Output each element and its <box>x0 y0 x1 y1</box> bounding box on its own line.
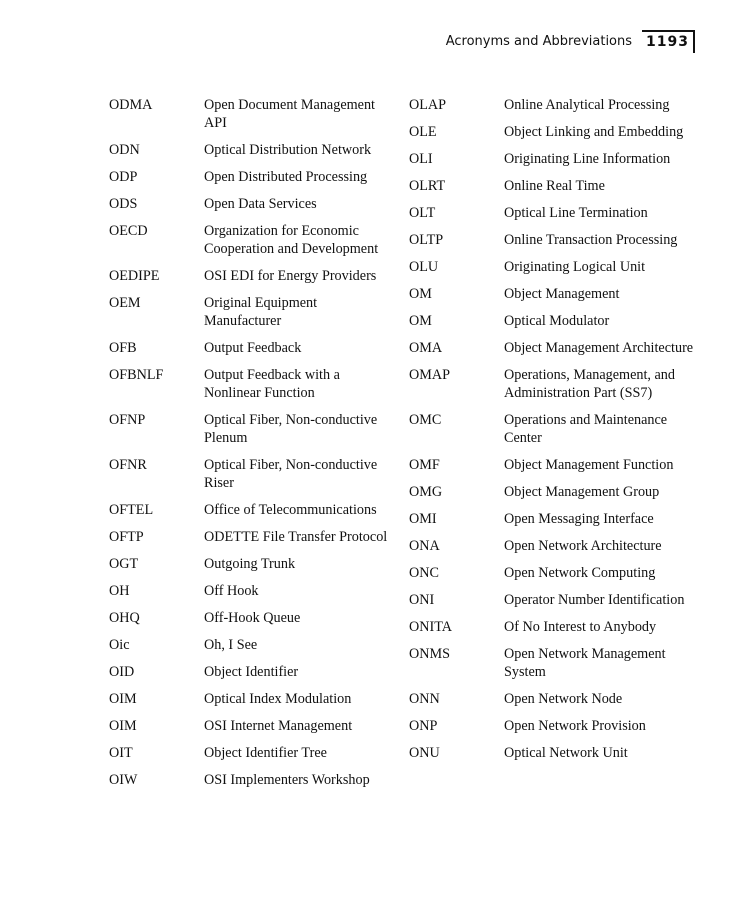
acronym: ONMS <box>409 646 450 662</box>
acronym: OLU <box>409 259 439 275</box>
glossary-entry <box>409 690 709 708</box>
acronym: Oic <box>109 637 130 653</box>
glossary-entry <box>409 483 709 501</box>
glossary-entry <box>409 717 709 735</box>
glossary-entry <box>409 312 709 330</box>
acronym: OH <box>109 583 130 599</box>
acronym: OIW <box>109 772 138 788</box>
acronym: OMG <box>409 484 443 500</box>
acronym: OFBNLF <box>109 367 164 383</box>
acronym: ONITA <box>409 619 452 635</box>
page-number: 1193 <box>642 30 695 53</box>
acronym-expansion: Off-Hook Queue <box>204 610 301 626</box>
glossary-entry <box>109 690 409 708</box>
acronym-expansion: Open Network Computing <box>504 565 656 581</box>
acronym: OECD <box>109 223 148 239</box>
glossary-entry <box>109 294 409 330</box>
acronym: OFTEL <box>109 502 154 518</box>
acronym-expansion: Object Management Architecture <box>504 340 694 356</box>
acronym: OMC <box>409 412 442 428</box>
acronym-expansion: Open Messaging Interface <box>504 511 654 527</box>
left-column <box>109 96 409 798</box>
right-column <box>409 96 709 771</box>
acronym: ONI <box>409 592 435 608</box>
acronym: OEM <box>109 295 141 311</box>
acronym-expansion: Operations, Management, and Administration Part (SS7) <box>504 367 675 401</box>
glossary-entry <box>409 564 709 582</box>
glossary-entry <box>409 285 709 303</box>
acronym: OLI <box>409 151 433 167</box>
glossary-entry <box>409 366 709 402</box>
glossary-entry <box>409 258 709 276</box>
glossary-entry <box>109 456 409 492</box>
glossary-entry <box>409 645 709 681</box>
glossary-entry <box>109 663 409 681</box>
acronym-expansion: Of No Interest to Anybody <box>504 619 657 635</box>
acronym-expansion: Optical Network Unit <box>504 745 628 761</box>
acronym-expansion: Object Identifier Tree <box>204 745 327 761</box>
glossary-entry <box>109 636 409 654</box>
acronym-expansion: Object Management Group <box>504 484 660 500</box>
acronym-expansion: Office of Telecommunications <box>204 502 377 518</box>
acronym-expansion: Originating Line Information <box>504 151 671 167</box>
acronym: OMA <box>409 340 443 356</box>
glossary-entry <box>109 195 409 213</box>
acronym: ODMA <box>109 97 153 113</box>
acronym-expansion: Output Feedback <box>204 340 302 356</box>
acronym: OIM <box>109 691 137 707</box>
glossary-entry <box>409 618 709 636</box>
running-title: Acronyms and Abbreviations <box>445 34 633 49</box>
acronym-expansion: OSI Implementers Workshop <box>204 772 370 788</box>
acronym-expansion: Optical Line Termination <box>504 205 648 221</box>
acronym-expansion: Off Hook <box>204 583 259 599</box>
acronym: OFB <box>109 340 137 356</box>
acronym-expansion: OSI Internet Management <box>204 718 353 734</box>
glossary-entry <box>109 582 409 600</box>
acronym-expansion: Online Analytical Processing <box>504 97 670 113</box>
acronym-expansion: Online Transaction Processing <box>504 232 678 248</box>
acronym: OLT <box>409 205 436 221</box>
acronym-expansion: Operator Number Identification <box>504 592 685 608</box>
glossary-entry <box>409 96 709 114</box>
acronym: OFTP <box>109 529 144 545</box>
acronym: ONA <box>409 538 440 554</box>
acronym-expansion: Open Network Provision <box>504 718 646 734</box>
acronym: ODP <box>109 169 138 185</box>
acronym-expansion: Open Network Architecture <box>504 538 662 554</box>
acronym: OFNR <box>109 457 147 473</box>
glossary-entry <box>409 123 709 141</box>
glossary-entry <box>409 204 709 222</box>
acronym: ONP <box>409 718 438 734</box>
glossary-entry <box>109 609 409 627</box>
glossary-entry <box>109 267 409 285</box>
acronym-expansion: Operations and Maintenance Center <box>504 412 668 446</box>
acronym: OMAP <box>409 367 450 383</box>
acronym-expansion: Optical Index Modulation <box>204 691 352 707</box>
glossary-entry <box>409 537 709 555</box>
acronym: ONU <box>409 745 440 761</box>
acronym-expansion: Object Identifier <box>204 664 299 680</box>
acronym: OLAP <box>409 97 447 113</box>
acronym-expansion: Open Network Node <box>504 691 623 707</box>
acronym-expansion: Oh, I See <box>204 637 258 653</box>
glossary-entry <box>109 555 409 573</box>
acronym-expansion: Open Data Services <box>204 196 317 212</box>
acronym-expansion: Optical Modulator <box>504 313 610 329</box>
glossary-entry <box>109 501 409 519</box>
glossary-entry <box>409 177 709 195</box>
acronym-expansion: Open Distributed Processing <box>204 169 368 185</box>
acronym: OIT <box>109 745 133 761</box>
glossary-entry <box>109 96 409 132</box>
glossary-entry <box>109 717 409 735</box>
running-head <box>446 30 695 53</box>
acronym-expansion: Online Real Time <box>504 178 605 194</box>
glossary-entry <box>109 411 409 447</box>
acronym-expansion: Original Equipment Manufacturer <box>204 295 318 329</box>
acronym: OLTP <box>409 232 444 248</box>
acronym-expansion: Originating Logical Unit <box>504 259 646 275</box>
acronym: OFNP <box>109 412 146 428</box>
acronym: OMF <box>409 457 440 473</box>
glossary-entry <box>409 456 709 474</box>
acronym: ODS <box>109 196 138 212</box>
acronym: OHQ <box>109 610 140 626</box>
acronym-expansion: ODETTE File Transfer Protocol <box>204 529 388 545</box>
glossary-entry <box>109 168 409 186</box>
glossary-entry <box>409 510 709 528</box>
acronym: OGT <box>109 556 139 572</box>
acronym-expansion: Object Management <box>504 286 620 302</box>
acronym-expansion: OSI EDI for Energy Providers <box>204 268 377 284</box>
acronym: OM <box>409 313 432 329</box>
acronym: OLRT <box>409 178 446 194</box>
glossary-entry <box>409 591 709 609</box>
glossary-entry <box>409 231 709 249</box>
acronym-expansion: Optical Fiber, Non-conductive Plenum <box>204 412 378 446</box>
acronym-expansion: Outgoing Trunk <box>204 556 296 572</box>
glossary-entry <box>409 150 709 168</box>
acronym-expansion: Organization for Economic Cooperation and Development <box>204 223 379 257</box>
acronym-expansion: Output Feedback with a Nonlinear Function <box>204 367 340 401</box>
acronym-expansion: Optical Fiber, Non-conductive Riser <box>204 457 378 491</box>
glossary-entry <box>409 339 709 357</box>
glossary-entry <box>409 411 709 447</box>
acronym-expansion: Object Linking and Embedding <box>504 124 684 140</box>
glossary-entry <box>109 222 409 258</box>
acronym: ONN <box>409 691 440 707</box>
acronym: ODN <box>109 142 140 158</box>
acronym-expansion: Optical Distribution Network <box>204 142 372 158</box>
acronym: OLE <box>409 124 437 140</box>
acronym: OID <box>109 664 135 680</box>
glossary-entry <box>109 744 409 762</box>
acronym: OMI <box>409 511 437 527</box>
acronym-expansion: Open Document Management API <box>204 97 375 131</box>
acronym: ONC <box>409 565 439 581</box>
acronym: OIM <box>109 718 137 734</box>
acronym: OEDIPE <box>109 268 160 284</box>
glossary-entry <box>109 771 409 789</box>
glossary-entry <box>109 141 409 159</box>
glossary-entry <box>109 339 409 357</box>
acronym-expansion: Open Network Management System <box>504 646 666 680</box>
glossary-entry <box>409 744 709 762</box>
glossary-entry <box>109 366 409 402</box>
acronym: OM <box>409 286 432 302</box>
acronym-expansion: Object Management Function <box>504 457 674 473</box>
glossary-entry <box>109 528 409 546</box>
